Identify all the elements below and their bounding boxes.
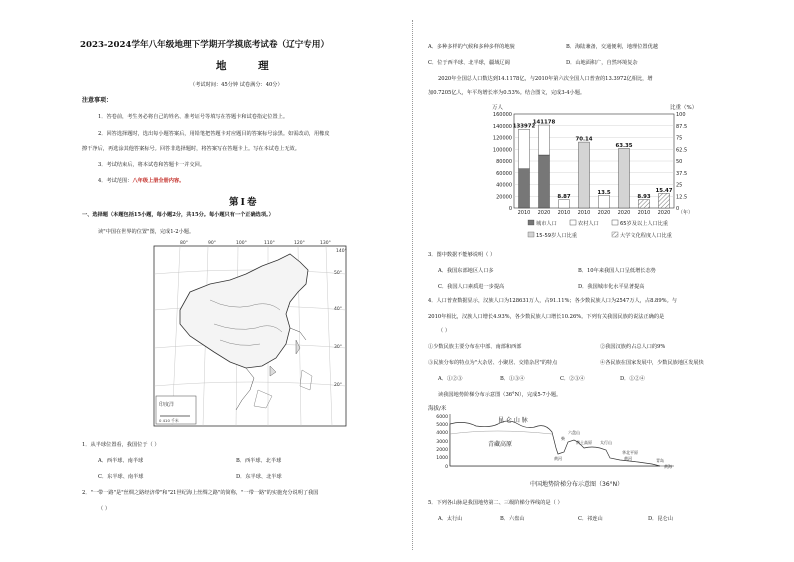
left-tick-label: 0 — [508, 206, 512, 212]
q4-stem-1: 4．人口普查数据显示，汉族人口为128631万人，占91.11%；各少数民族人口为2547万人，占8.89%。与 — [428, 298, 677, 304]
q4-option-a[interactable]: A．①②③ — [438, 376, 463, 382]
lon-label-100: 100° — [236, 241, 247, 246]
right-tick-label: 12.5 — [676, 194, 688, 201]
label-a: 柴 — [561, 436, 565, 441]
x-tick-label: 2020 — [537, 210, 551, 216]
legend-swatch-working — [528, 232, 534, 237]
q2-option-a[interactable]: A．多种多样的气候和多种多样的地貌 — [428, 44, 515, 50]
x-tick-label: 2020 — [657, 210, 671, 216]
legend-rural: 农村人口 — [578, 221, 599, 227]
x-tick-label: 2010 — [557, 210, 571, 216]
label-c: 太行山 — [600, 440, 612, 445]
legend-swatch-rural — [570, 220, 576, 225]
legend-working: 15-59岁人口比重 — [536, 233, 578, 239]
q3-option-a[interactable]: A．我国东部地区人口多 — [438, 268, 494, 274]
y-tick-3000: 3000 — [436, 440, 448, 445]
left-tick-label: 140000 — [492, 123, 512, 130]
q4-statement-3: ③民族分布的特点为"大杂居、小聚居、交错杂居"的特点 — [428, 360, 558, 366]
legend-swatch-college — [612, 232, 618, 237]
bar-value-label: 8.93 — [637, 194, 651, 201]
column-divider — [412, 20, 413, 550]
left-tick-label: 80000 — [496, 159, 512, 165]
volume-title: 第Ⅰ卷 — [229, 197, 259, 208]
bar-rural — [539, 125, 550, 155]
lat-label-30: 30° — [334, 345, 342, 350]
census-chart — [478, 102, 704, 244]
q2-option-d[interactable]: D．山地面积广，自然环境复杂 — [566, 60, 638, 66]
q4-statement-2: ②我国汉族约占总人口的9% — [600, 344, 666, 350]
ocean-label: 印度洋 — [159, 402, 175, 408]
bar-rural — [519, 129, 530, 168]
lon-label-140: 140° — [336, 249, 347, 254]
q1-option-b[interactable]: B．西半球、北半球 — [236, 458, 282, 464]
bar-value-label: 13.5 — [597, 189, 611, 196]
x-axis-unit: （年） — [678, 210, 694, 216]
census-text-1: 2020年全国总人口数达到14.1178亿，与2010年第六次全国人口普查的13.3972亿相比，增 — [438, 76, 653, 82]
chart-left-axis-label: 万人 — [492, 105, 504, 111]
x-tick-label: 2010 — [637, 210, 651, 216]
bar-total-label: 133972 — [512, 123, 536, 130]
right-tick-label: 62.5 — [676, 147, 688, 154]
exam-info: （考试时间：45分钟 试卷满分：40分） — [190, 82, 283, 88]
q1-option-d[interactable]: D．东半球、北半球 — [236, 474, 282, 480]
left-tick-label: 160000 — [492, 112, 512, 118]
q4-stem-3: （ ） — [438, 328, 451, 334]
q4-option-b[interactable]: B．①③④ — [500, 376, 525, 382]
profile-intro: 读我国地势阶梯分布示意图（36°N），完成5-7小题。 — [438, 392, 562, 398]
q2-paren: （ ） — [98, 506, 111, 512]
plateau-label: 青藏高原 — [488, 441, 513, 448]
legend-urban: 城市人口 — [536, 221, 557, 227]
q5-option-a[interactable]: A．太行山 — [438, 516, 463, 522]
legend-college: 大学文化程度人口比重 — [620, 233, 672, 239]
q2-stem: 2．"一带一路"是"丝绸之路经济带"和"21世纪海上丝绸之路"的简称，"一带一路"的实施充分说明了我国 — [82, 490, 319, 496]
mountain-label: 昆 仑 山 脉 — [498, 417, 528, 424]
y-tick-2000: 2000 — [436, 448, 448, 453]
right-tick-label: 0 — [676, 206, 680, 212]
y-tick-0: 0 — [445, 465, 448, 470]
bar-value-label: 8.87 — [557, 194, 571, 201]
profile-caption: 中国地势阶梯分布示意图（36°N） — [530, 481, 624, 488]
note-3: 3．考试结束后，将本试卷和答题卡一并交回。 — [98, 162, 206, 168]
q4-stem-2: 2010年相比，汉族人口增长4.93%，各少数民族人口增长10.26%。下列有关我国民族的说法正确的是 — [428, 314, 665, 320]
label-huangtu: 黄土高原 — [576, 440, 592, 445]
chart-right-axis-label: 比重（%） — [670, 105, 698, 111]
label-b: 六盘山 — [568, 430, 580, 435]
bar-percent — [659, 193, 670, 208]
map-intro: 读"中国在世界的位置"图，完成1-2小题。 — [98, 229, 195, 235]
q3-option-b[interactable]: B．10年来我国人口呈低增长态势 — [578, 268, 656, 274]
note-1: 1．答卷前，考生务必将自己的姓名、准考证号等填写在答题卡和试卷指定位置上。 — [98, 114, 289, 120]
subject-title: 地 理 — [216, 60, 283, 72]
right-tick-label: 75 — [676, 135, 683, 142]
right-tick-label: 25 — [676, 182, 683, 189]
lat-label-20: 20° — [334, 383, 342, 388]
q2-option-b[interactable]: B．海陆兼备，交通便利，地理位置优越 — [566, 44, 658, 50]
legend-swatch-aged — [612, 220, 618, 225]
scale-label: 0 410 千米 — [159, 418, 179, 423]
bar-percent — [579, 142, 590, 208]
lat-label-40: 40° — [334, 307, 342, 312]
y-tick-6000: 6000 — [436, 415, 448, 420]
legend-swatch-urban — [528, 220, 534, 225]
q4-option-d[interactable]: D．①②④ — [620, 376, 645, 382]
q1-option-c[interactable]: C．东半球、南半球 — [98, 474, 144, 480]
terrain-profile — [424, 402, 724, 490]
q5-option-c[interactable]: C．祁连山 — [578, 516, 603, 522]
left-tick-label: 20000 — [496, 194, 512, 201]
x-tick-label: 2020 — [617, 210, 631, 216]
y-tick-4000: 4000 — [436, 431, 448, 436]
q5-option-d[interactable]: D．昆仑山 — [648, 516, 673, 522]
x-tick-label: 2010 — [577, 210, 591, 216]
bar-percent — [559, 200, 570, 208]
lon-label-130: 130° — [320, 241, 331, 246]
q4-statement-4: ④各民族在国家发展中，少数民族地区发展快 — [600, 360, 704, 366]
notes-heading: 注意事项： — [82, 97, 113, 104]
label-d: 华北平原 — [622, 450, 638, 455]
bar-value-label: 63.35 — [615, 142, 633, 149]
x-tick-label: 2010 — [517, 210, 531, 216]
census-text-2: 加0.7205亿人，年平均增长率为0.53%。结合图文，完成3-4小题。 — [428, 90, 586, 96]
note-4-prefix: 4．考试范围： — [98, 178, 133, 184]
lon-label-90: 90° — [208, 241, 216, 246]
right-tick-label: 37.5 — [676, 170, 688, 177]
label-qd: 青岛 — [656, 458, 664, 463]
bar-percent — [639, 200, 650, 208]
q4-option-c[interactable]: C．②③④ — [560, 376, 585, 382]
bar-value-label: 15.47 — [655, 187, 673, 194]
q5-stem: 5．下列各山脉是我国地势第二、三级阶梯分界线的是（ ） — [428, 500, 563, 506]
bar-urban — [519, 169, 530, 208]
q1-option-a[interactable]: A．西半球、南半球 — [98, 458, 144, 464]
left-tick-label: 60000 — [496, 170, 512, 177]
left-tick-label: 100000 — [492, 147, 512, 154]
legend-aged: 65岁及以上人口比重 — [620, 221, 669, 227]
lon-label-80: 80° — [180, 241, 188, 246]
note-4-scope: 八年级上册全册内容。 — [132, 178, 185, 184]
q3-option-d[interactable]: D．我国城市化水平显著提高 — [578, 284, 645, 290]
q3-option-c[interactable]: C．我国人口素质进一步提高 — [438, 284, 505, 290]
lon-label-110: 110° — [264, 241, 275, 246]
bar-urban — [539, 155, 550, 208]
label-sea: 黄海 — [664, 464, 672, 469]
q5-option-b[interactable]: B．六盘山 — [500, 516, 525, 522]
bar-total-label: 141178 — [532, 119, 556, 126]
left-tick-label: 40000 — [496, 182, 512, 189]
lon-label-120: 120° — [294, 241, 305, 246]
left-tick-label: 120000 — [492, 135, 512, 142]
q3-stem: 3．图中数据不能够说明（ ） — [428, 252, 496, 258]
china-location-map — [150, 240, 350, 430]
q1-stem: 1．从半球位置看，我国位于（ ） — [82, 442, 160, 448]
note-4 — [98, 178, 184, 184]
q2-option-c[interactable]: C．位于西半球、北半球，疆域辽阔 — [428, 60, 510, 66]
right-tick-label: 50 — [676, 159, 683, 165]
profile-y-title: 海拔/米 — [428, 406, 447, 412]
note-2-cont: 擦干净后，再选涂其他答案标号。回答非选择题时，将答案写在答题卡上。写在本试卷上无效。 — [82, 146, 300, 152]
label-river: 黄河 — [624, 456, 632, 461]
lat-label-50: 50° — [334, 271, 342, 276]
x-tick-label: 2020 — [597, 210, 611, 216]
right-tick-label: 87.5 — [676, 123, 688, 130]
section-heading: 一、选择题（本题包括15小题，每小题2分，共15分。每小题只有一个正确选项。） — [82, 212, 274, 218]
y-tick-5000: 5000 — [436, 423, 448, 428]
bar-percent — [619, 148, 630, 208]
bar-value-label: 70.14 — [575, 136, 593, 143]
right-tick-label: 100 — [676, 112, 686, 118]
label-basin: 黄河 — [554, 456, 562, 461]
bar-percent — [599, 195, 610, 208]
note-2: 2．回答选择题时，选出每小题答案后，用铅笔把答题卡对应题目的答案标号涂黑。如需改动，用橡皮 — [98, 131, 330, 137]
y-tick-1000: 1000 — [436, 456, 448, 461]
exam-title: 2023-2024学年八年级地理下学期开学摸底考试卷（辽宁专用） — [80, 40, 330, 50]
q4-statement-1: ①少数民族主要分布在中部、南部和西部 — [428, 344, 522, 350]
